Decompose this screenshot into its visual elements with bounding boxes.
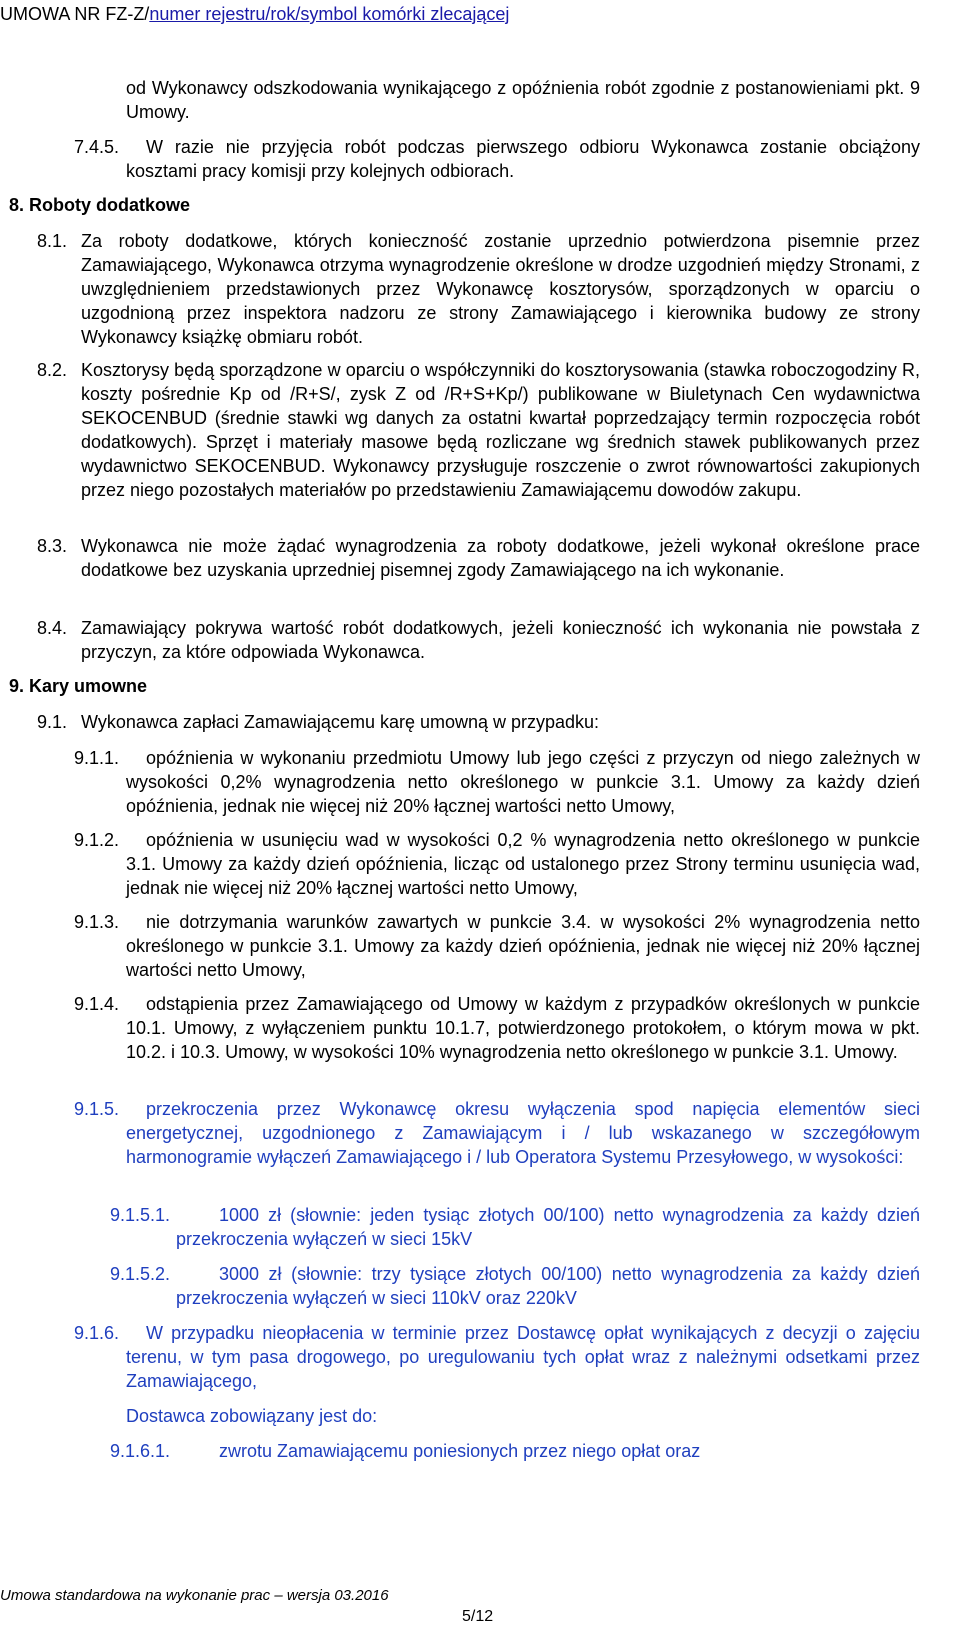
clause-9-1-4-text: odstąpienia przez Zamawiającego od Umowy w każdym z przypadków określonych w punkcie 10.1. Umowy, z wyłączeniem punktu 10.1.7, potwierdzonego protokołem, o którym mowa w pkt. 10.2. i 10.3. Umowy, w wysokości 10% wynagrodzenia netto określonego w punkcie 3.1. Umowy. xyxy=(126,994,920,1062)
clause-number: 8.2. xyxy=(37,360,68,380)
clause-9-1-6-subtext: Dostawca zobowiązany jest do: xyxy=(126,1406,378,1426)
section-heading-8: 8. Roboty dodatkowe xyxy=(9,195,191,215)
clause-number: 8.4. xyxy=(37,618,68,638)
clause-number: 9.1.5.2. xyxy=(110,1264,171,1284)
clause-number: 9.1.5. xyxy=(74,1099,120,1119)
header-prefix: UMOWA NR FZ-Z/ xyxy=(0,4,150,24)
clause-9-1-5-text: przekroczenia przez Wykonawcę okresu wyłączenia spod napięcia elementów sieci energetycznej, uzgodnionego z Zamawiającym i / lub wskazanego w szczegółowym harmonogramie wyłączeń Zamawiającego i / lub Operatora Systemu Przesyłowego, w wysokości: xyxy=(126,1099,920,1167)
page-number: 5/12 xyxy=(462,1608,494,1625)
clause-9-1-5-1-text: 1000 zł (słownie: jeden tysiąc złotych 00/100) netto wynagrodzenia za każdy dzień przekroczenia wyłączeń w sieci 15kV xyxy=(176,1205,920,1249)
footer-document-version: Umowa standardowa na wykonanie prac – wersja 03.2016 xyxy=(0,1587,389,1604)
clause-number: 8.3. xyxy=(37,536,68,556)
header-link[interactable]: numer rejestru/rok/symbol komórki zlecającej xyxy=(149,4,510,24)
clause-9-1-text: Wykonawca zapłaci Zamawiającemu karę umowną w przypadku: xyxy=(81,712,600,732)
page-header xyxy=(0,3,509,25)
clause-8-3-text: Wykonawca nie może żądać wynagrodzenia za roboty dodatkowe, jeżeli wykonał określone prace dodatkowe bez uzyskania uprzedniej pisemnej zgody Zamawiającego na ich wykonanie. xyxy=(81,536,920,580)
clause-number: 8.1. xyxy=(37,231,68,251)
clause-8-1-text: Za roboty dodatkowe, których konieczność zostanie uprzednio potwierdzona pisemnie przez Zamawiającego, Wykonawca otrzyma wynagrodzenie określone w drodze uzgodnień między Stronami, z uwzględnieniem przedstawionych przez Wykonawcę kosztorysów, sporządzonych w oparciu o uzgodnioną przez inspektora nadzoru ze strony Zamawiającego i kierownika budowy ze strony Wykonawcy książkę obmiaru robót. xyxy=(81,231,920,347)
clause-9-1-1-text: opóźnienia w wykonaniu przedmiotu Umowy lub jego części z przyczyn od niego zależnych w wysokości 0,2% wynagrodzenia netto określonego w punkcie 3.1. Umowy za każdy dzień opóźnienia, jednak nie więcej niż 20% łącznej wartości netto Umowy, xyxy=(126,748,920,816)
clause-number: 9.1.6.1. xyxy=(110,1441,171,1461)
clause-number: 9.1.1. xyxy=(74,748,120,768)
clause-number: 9.1.2. xyxy=(74,830,120,850)
clause-9-1-6-text: W przypadku nieopłacenia w terminie przez Dostawcę opłat wynikających z decyzji o zajęciu terenu, w tym pasa drogowego, po uregulowaniu tych opłat wraz z należnymi odsetkami przez Zamawiającego, xyxy=(126,1323,920,1391)
clause-9-1-3-text: nie dotrzymania warunków zawartych w punkcie 3.4. w wysokości 2% wynagrodzenia netto określonego w punkcie 3.1. Umowy za każdy dzień opóźnienia, jednak nie więcej niż 20% łącznej wartości netto Umowy, xyxy=(126,912,920,980)
clause-9-1-6-1-text: zwrotu Zamawiającemu poniesionych przez niego opłat oraz xyxy=(219,1441,701,1461)
clause-7-4-5-text: W razie nie przyjęcia robót podczas pierwszego odbioru Wykonawca zostanie obciążony kosztami pracy komisji przy kolejnych odbiorach. xyxy=(126,137,920,181)
clause-9-1-2-text: opóźnienia w usunięciu wad w wysokości 0,2 % wynagrodzenia netto określonego w punkcie 3.1. Umowy za każdy dzień opóźnienia, licząc od ustalonego przez Strony terminu usunięcia wad, jednak nie więcej niż 20% łącznej wartości netto Umowy, xyxy=(126,830,920,898)
clause-number: 9.1.4. xyxy=(74,994,120,1014)
clause-number: 9.1.6. xyxy=(74,1323,120,1343)
clause-8-2-text: Kosztorysy będą sporządzone w oparciu o współczynniki do kosztorysowania (stawka roboczogodziny R, koszty pośrednie Kp od /R+S/, zysk Z od /R+S+Kp/) publikowane w Biuletynach Cen wydawnictwa SEKOCENBUD (średnie stawki wg danych za ostatni kwartał poprzedzający termin rozpoczęcia robót dodatkowych). Sprzęt i materiały masowe będą rozliczane wg średnich stawek publikowanych przez wydawnictwo SEKOCENBUD. Wykonawcy przysługuje roszczenie o zwrot równowartości zakupionych przez niego pozostałych materiałów po przedstawieniu Zamawiającemu dowodów zakupu. xyxy=(81,360,920,500)
clause-number: 9.1.5.1. xyxy=(110,1205,171,1225)
clause-9-1-5-2-text: 3000 zł (słownie: trzy tysiące złotych 00/100) netto wynagrodzenia za każdy dzień przekroczenia wyłączeń w sieci 110kV oraz 220kV xyxy=(176,1264,920,1308)
clause-number: 9.1. xyxy=(37,712,68,732)
clause-number: 7.4.5. xyxy=(74,137,120,157)
paragraph-continuation: od Wykonawcy odszkodowania wynikającego z opóźnienia robót zgodnie z postanowieniami pkt. 9 Umowy. xyxy=(126,78,920,122)
clause-number: 9.1.3. xyxy=(74,912,120,932)
clause-8-4-text: Zamawiający pokrywa wartość robót dodatkowych, jeżeli konieczność ich wykonania nie powstała z przyczyn, za które odpowiada Wykonawca. xyxy=(81,618,920,662)
section-heading-9: 9. Kary umowne xyxy=(9,676,148,696)
